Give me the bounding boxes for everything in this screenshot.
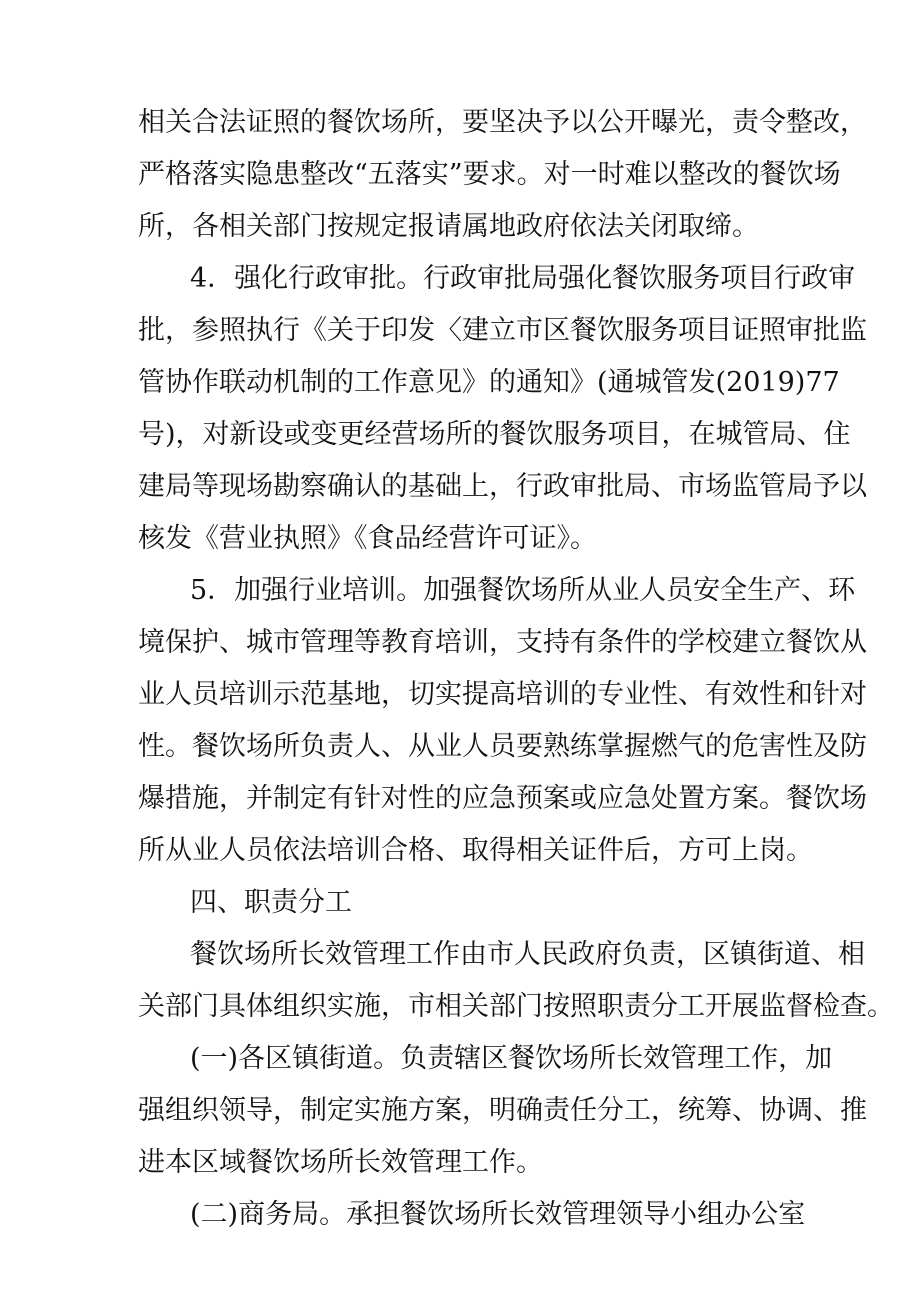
- text-line: 5．加强行业培训。加强餐饮场所从业人员安全生产、环: [190, 575, 856, 606]
- text-line: 管协作联动机制的工作意见》的通知》(通城管发(2019)77: [138, 367, 840, 398]
- text-line: 严格落实隐患整改“五落实”要求。对一时难以整改的餐饮场: [138, 159, 841, 190]
- text-line: 核发《营业执照》《食品经营许可证》。: [138, 523, 597, 554]
- text-line: 性。餐饮场所负责人、从业人员要熟练掌握燃气的危害性及防: [138, 731, 867, 762]
- text-line: 所从业人员依法培训合格、取得相关证件后，方可上岗。: [138, 835, 813, 866]
- text-line: 境保护、城市管理等教育培训，支持有条件的学校建立餐饮从: [138, 627, 867, 658]
- text-line: 餐饮场所长效管理工作由市人民政府负责，区镇街道、相: [190, 939, 865, 970]
- text-line: 号)，对新设或变更经营场所的餐饮服务项目，在城管局、住: [138, 419, 851, 450]
- section-heading: 四、职责分工: [190, 887, 352, 918]
- text-line: 4．强化行政审批。行政审批局强化餐饮服务项目行政审: [190, 263, 856, 294]
- text-line: 强组织领导，制定实施方案，明确责任分工，统筹、协调、推: [138, 1095, 867, 1126]
- text-line: 业人员培训示范基地，切实提高培训的专业性、有效性和针对: [138, 679, 867, 710]
- text-line: (二)商务局。承担餐饮场所长效管理领导小组办公室: [190, 1199, 806, 1230]
- text-line: 相关合法证照的餐饮场所，要坚决予以公开曝光，责令整改，: [138, 107, 867, 138]
- text-line: 进本区域餐饮场所长效管理工作。: [138, 1147, 543, 1178]
- text-line: 所，各相关部门按规定报请属地政府依法关闭取缔。: [138, 211, 759, 242]
- text-line: 关部门具体组织实施，市相关部门按照职责分工开展监督检查。: [138, 991, 894, 1022]
- text-line: 爆措施，并制定有针对性的应急预案或应急处置方案。餐饮场: [138, 783, 867, 814]
- text-line: 批，参照执行《关于印发〈建立市区餐饮服务项目证照审批监: [138, 315, 867, 346]
- text-line: 建局等现场勘察确认的基础上，行政审批局、市场监管局予以: [138, 471, 867, 502]
- text-line: (一)各区镇街道。负责辖区餐饮场所长效管理工作，加: [190, 1043, 833, 1074]
